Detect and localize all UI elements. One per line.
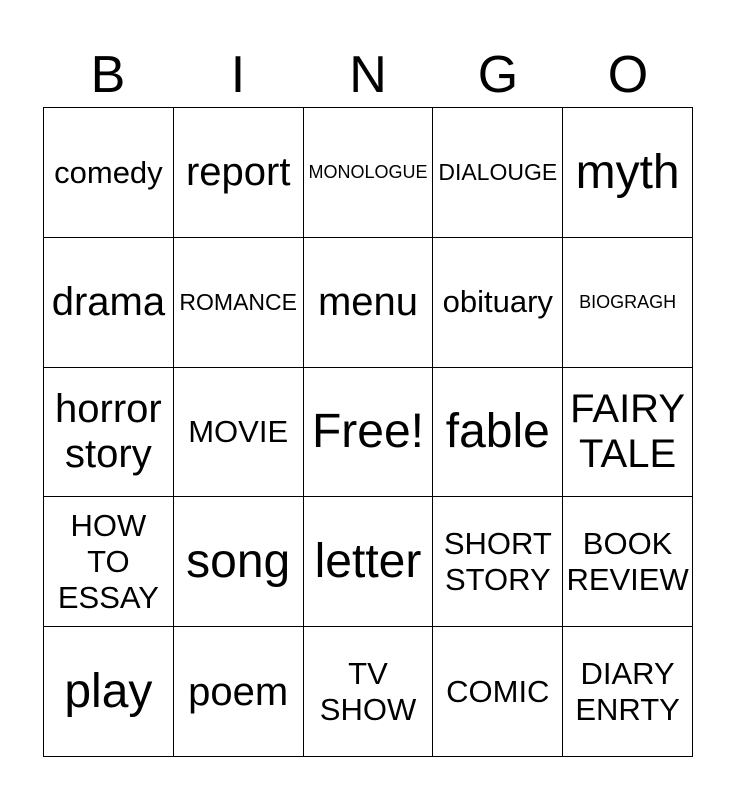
bingo-cell[interactable]: TV SHOW (304, 627, 434, 757)
bingo-cell[interactable]: MONOLOGUE (304, 108, 434, 238)
header-letter-n: N (349, 46, 387, 104)
bingo-cell[interactable]: BOOK REVIEW (563, 497, 693, 627)
header-letter-o: O (607, 46, 649, 104)
header-letter-b: B (90, 46, 126, 104)
bingo-cell[interactable]: horror story (44, 368, 174, 498)
bingo-cell[interactable]: MOVIE (174, 368, 304, 498)
bingo-cell[interactable]: comedy (44, 108, 174, 238)
bingo-cell[interactable]: DIARY ENRTY (563, 627, 693, 757)
bingo-cell[interactable]: myth (563, 108, 693, 238)
bingo-cell[interactable]: obituary (433, 238, 563, 368)
header-letter-g: G (477, 46, 519, 104)
bingo-cell[interactable]: letter (304, 497, 434, 627)
free-space-cell[interactable]: Free! (304, 368, 434, 498)
bingo-cell[interactable]: menu (304, 238, 434, 368)
bingo-board (43, 107, 693, 757)
bingo-cell[interactable]: report (174, 108, 304, 238)
header-letter-i: I (230, 46, 246, 104)
bingo-cell[interactable]: fable (433, 368, 563, 498)
bingo-cell[interactable]: song (174, 497, 304, 627)
bingo-cell[interactable]: COMIC (433, 627, 563, 757)
bingo-cell[interactable]: FAIRY TALE (563, 368, 693, 498)
bingo-cell[interactable]: ROMANCE (174, 238, 304, 368)
bingo-cell[interactable]: drama (44, 238, 174, 368)
bingo-cell[interactable]: DIALOUGE (433, 108, 563, 238)
bingo-cell[interactable]: play (44, 627, 174, 757)
bingo-header (43, 44, 693, 106)
bingo-cell[interactable]: poem (174, 627, 304, 757)
bingo-cell[interactable]: SHORT STORY (433, 497, 563, 627)
bingo-cell[interactable]: BIOGRAGH (563, 238, 693, 368)
bingo-cell[interactable]: HOW TO ESSAY (44, 497, 174, 627)
